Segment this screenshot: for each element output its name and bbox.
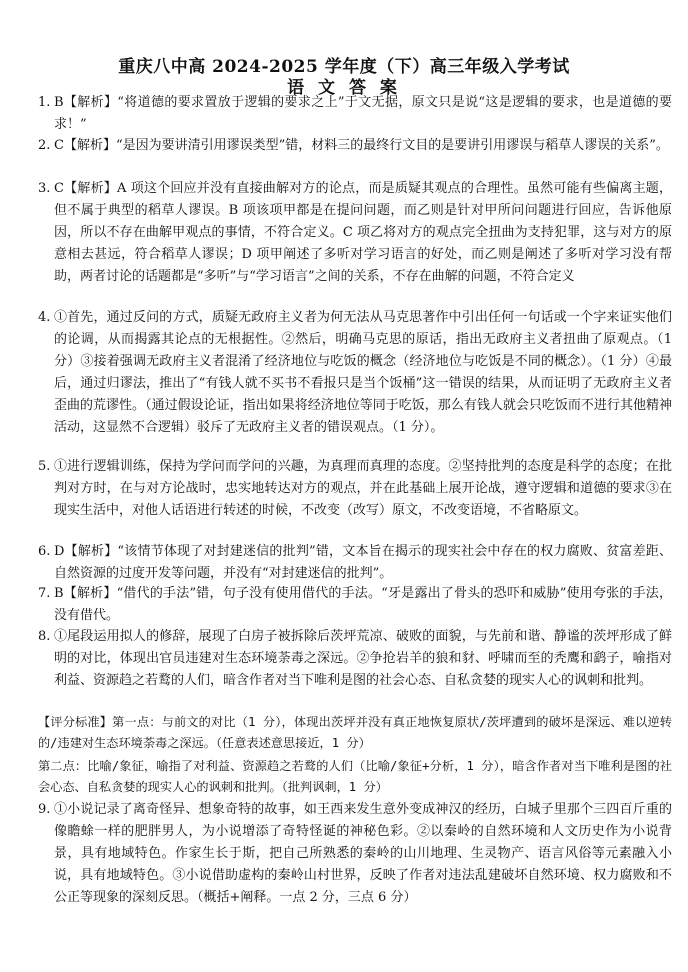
- item-number: 5.: [38, 459, 51, 474]
- document-title: 重庆八中高 2024-2025 学年度（下）高三年级入学考试: [118, 57, 570, 77]
- answer-item-9: [38, 799, 672, 909]
- answer-item-5: [38, 456, 672, 522]
- item-text: B【解析】“将道德的要求置放于逻辑的要求之上”于文无据，原文只是说“这是逻辑的要求，也是道德的要求！”: [54, 95, 672, 132]
- item-number: 1.: [38, 95, 51, 110]
- answer-item-3: [38, 178, 672, 288]
- item-text: B【解析】“借代的手法”错，句子没有使用借代的手法。“牙是露出了骨头的恐吓和威胁”使用夸张的手法，没有借代。: [54, 586, 672, 623]
- item-text: C【解析】“是因为要讲清引用谬误类型”错，材料三的最终行文目的是要讲引用谬误与稻草人谬误的关系”。: [54, 138, 669, 153]
- item-text: C【解析】A 项这个回应并没有直接曲解对方的论点，而是质疑其观点的合理性。虽然可能有些偏离主题，但不属于典型的稻草人谬误。B 项该项甲都是在提问问题，而乙则是针对甲所问问题进行回应，告诉他原因，所以不存在曲解甲观点的事情，不符合定义。C 项乙将对方的观点完全扭曲为支持犯罪，这与对方的原意相去甚远，符合稻草人谬误；D 项甲阐述了多听对学习语言的好处，而乙则是阐述了多听对学习没有帮助，两者讨论的话题都是“多听”与“学习语言”之间的关系，不存在曲解的问题，不符合定义: [54, 181, 672, 284]
- item-text: ①小说记录了离奇怪异、想象奇特的故事，如王西来发生意外变成神汉的经历，白城子里那个三四百斤重的像瞻蜍一样的肥胖男人，为小说增添了奇特怪诞的神秘色彩。②以秦岭的自然环境和人文历史作为小说背景，具有地域特色。作家生长于斯，把自己所熟悉的秦岭的山川地理、生灵物产、语言风俗等元素融入小说，具有地域特色。③小说借助虚构的秦岭山村世界，反映了作者对违法乱建破坏自然环境、权力腐败和不公正等现象的深刻反思。（概括+阐释。一点 2 分，三点 6 分）: [54, 802, 672, 905]
- item-number: 8.: [38, 629, 51, 644]
- document-subtitle: 语 文 答 案: [287, 78, 401, 98]
- answer-item-8: [38, 626, 672, 692]
- item-number: 9.: [38, 802, 51, 817]
- scoring-standard-2: 第二点：比喻/象征，喻指了对利益、资源趋之若鹜的人们（比喻/象征+分析，1 分），暗含作者对当下唯利是图的社会心态、自私贪婪的现实人心的讽刺和批判。（批判讽刺，1 分）: [38, 759, 672, 794]
- item-text: ①进行逻辑训练，保持为学问而学问的兴趣，为真理而真理的态度。②坚持批判的态度是科学的态度；在批判对方时，在与对方论战时，忠实地转达对方的观点，并在此基础上展开论战，遵守逻辑和道德的要求③在现实生活中，对他人话语进行转述的时候，不改变（改写）原文，不改变语境，不省略原文。: [54, 459, 672, 518]
- item-number: 6.: [38, 544, 51, 559]
- item-number: 4.: [38, 310, 51, 325]
- item-text: ①尾段运用拟人的修辞，展现了白房子被拆除后茨坪荒凉、破败的面貌，与先前和谐、静谧的茨坪形成了鲜明的对比，体现出官员违建对生态环境荼毒之深远。②争抢岩羊的狼和豺、呼啸而至的秃鹰和鹞子，喻指对利益、资源趋之若鹜的人们，暗含作者对当下唯利是图的社会心态、自私贪婪的现实人心的讽刺和批判。: [54, 629, 672, 688]
- answer-item-2: [38, 135, 672, 157]
- item-number: 3.: [38, 181, 51, 196]
- item-text: D【解析】“该情节体现了对封建迷信的批判”错，文本旨在揭示的现实社会中存在的权力腐败、贫富差距、自然资源的过度开发等问题，并没有“对封建迷信的批判”。: [54, 544, 672, 581]
- answer-item-4: [38, 307, 672, 439]
- answer-item-6: [38, 541, 672, 585]
- scoring-standard-1: 【评分标准】第一点：与前文的对比（1 分），体现出茨坪并没有真正地恢复原状/茨坪遭到的破坏是深远、难以逆转的/违建对生态环境荼毒之深远。（任意表述意思接近，1 分）: [38, 715, 672, 750]
- item-number: 7.: [38, 586, 51, 601]
- item-text: ①首先，通过反问的方式，质疑无政府主义者为何无法从马克思著作中引出任何一句话或一个字来证实他们的论调，从而揭露其论点的无根据性。②然后，明确马克思的原话，指出无政府主义者扭曲了原观点。（1 分）③接着强调无政府主义者混淆了经济地位与吃饭的概念（经济地位与吃饭是不同的概念）。（1 分）④最后，通过归谬法，推出了“有钱人就不买书不看报只是当个饭桶”这一错误的结果，从而证明了无政府主义者歪曲的荒谬性。（通过假设论证，指出如果将经济地位等同于吃饭，那么有钱人就会只吃饭而不进行其他精神活动，这显然不合逻辑）驳斥了无政府主义者的错误观点。（1 分）。: [54, 310, 672, 435]
- answer-item-7: [38, 583, 672, 627]
- item-number: 2.: [38, 138, 51, 153]
- answer-item-1: [38, 92, 672, 136]
